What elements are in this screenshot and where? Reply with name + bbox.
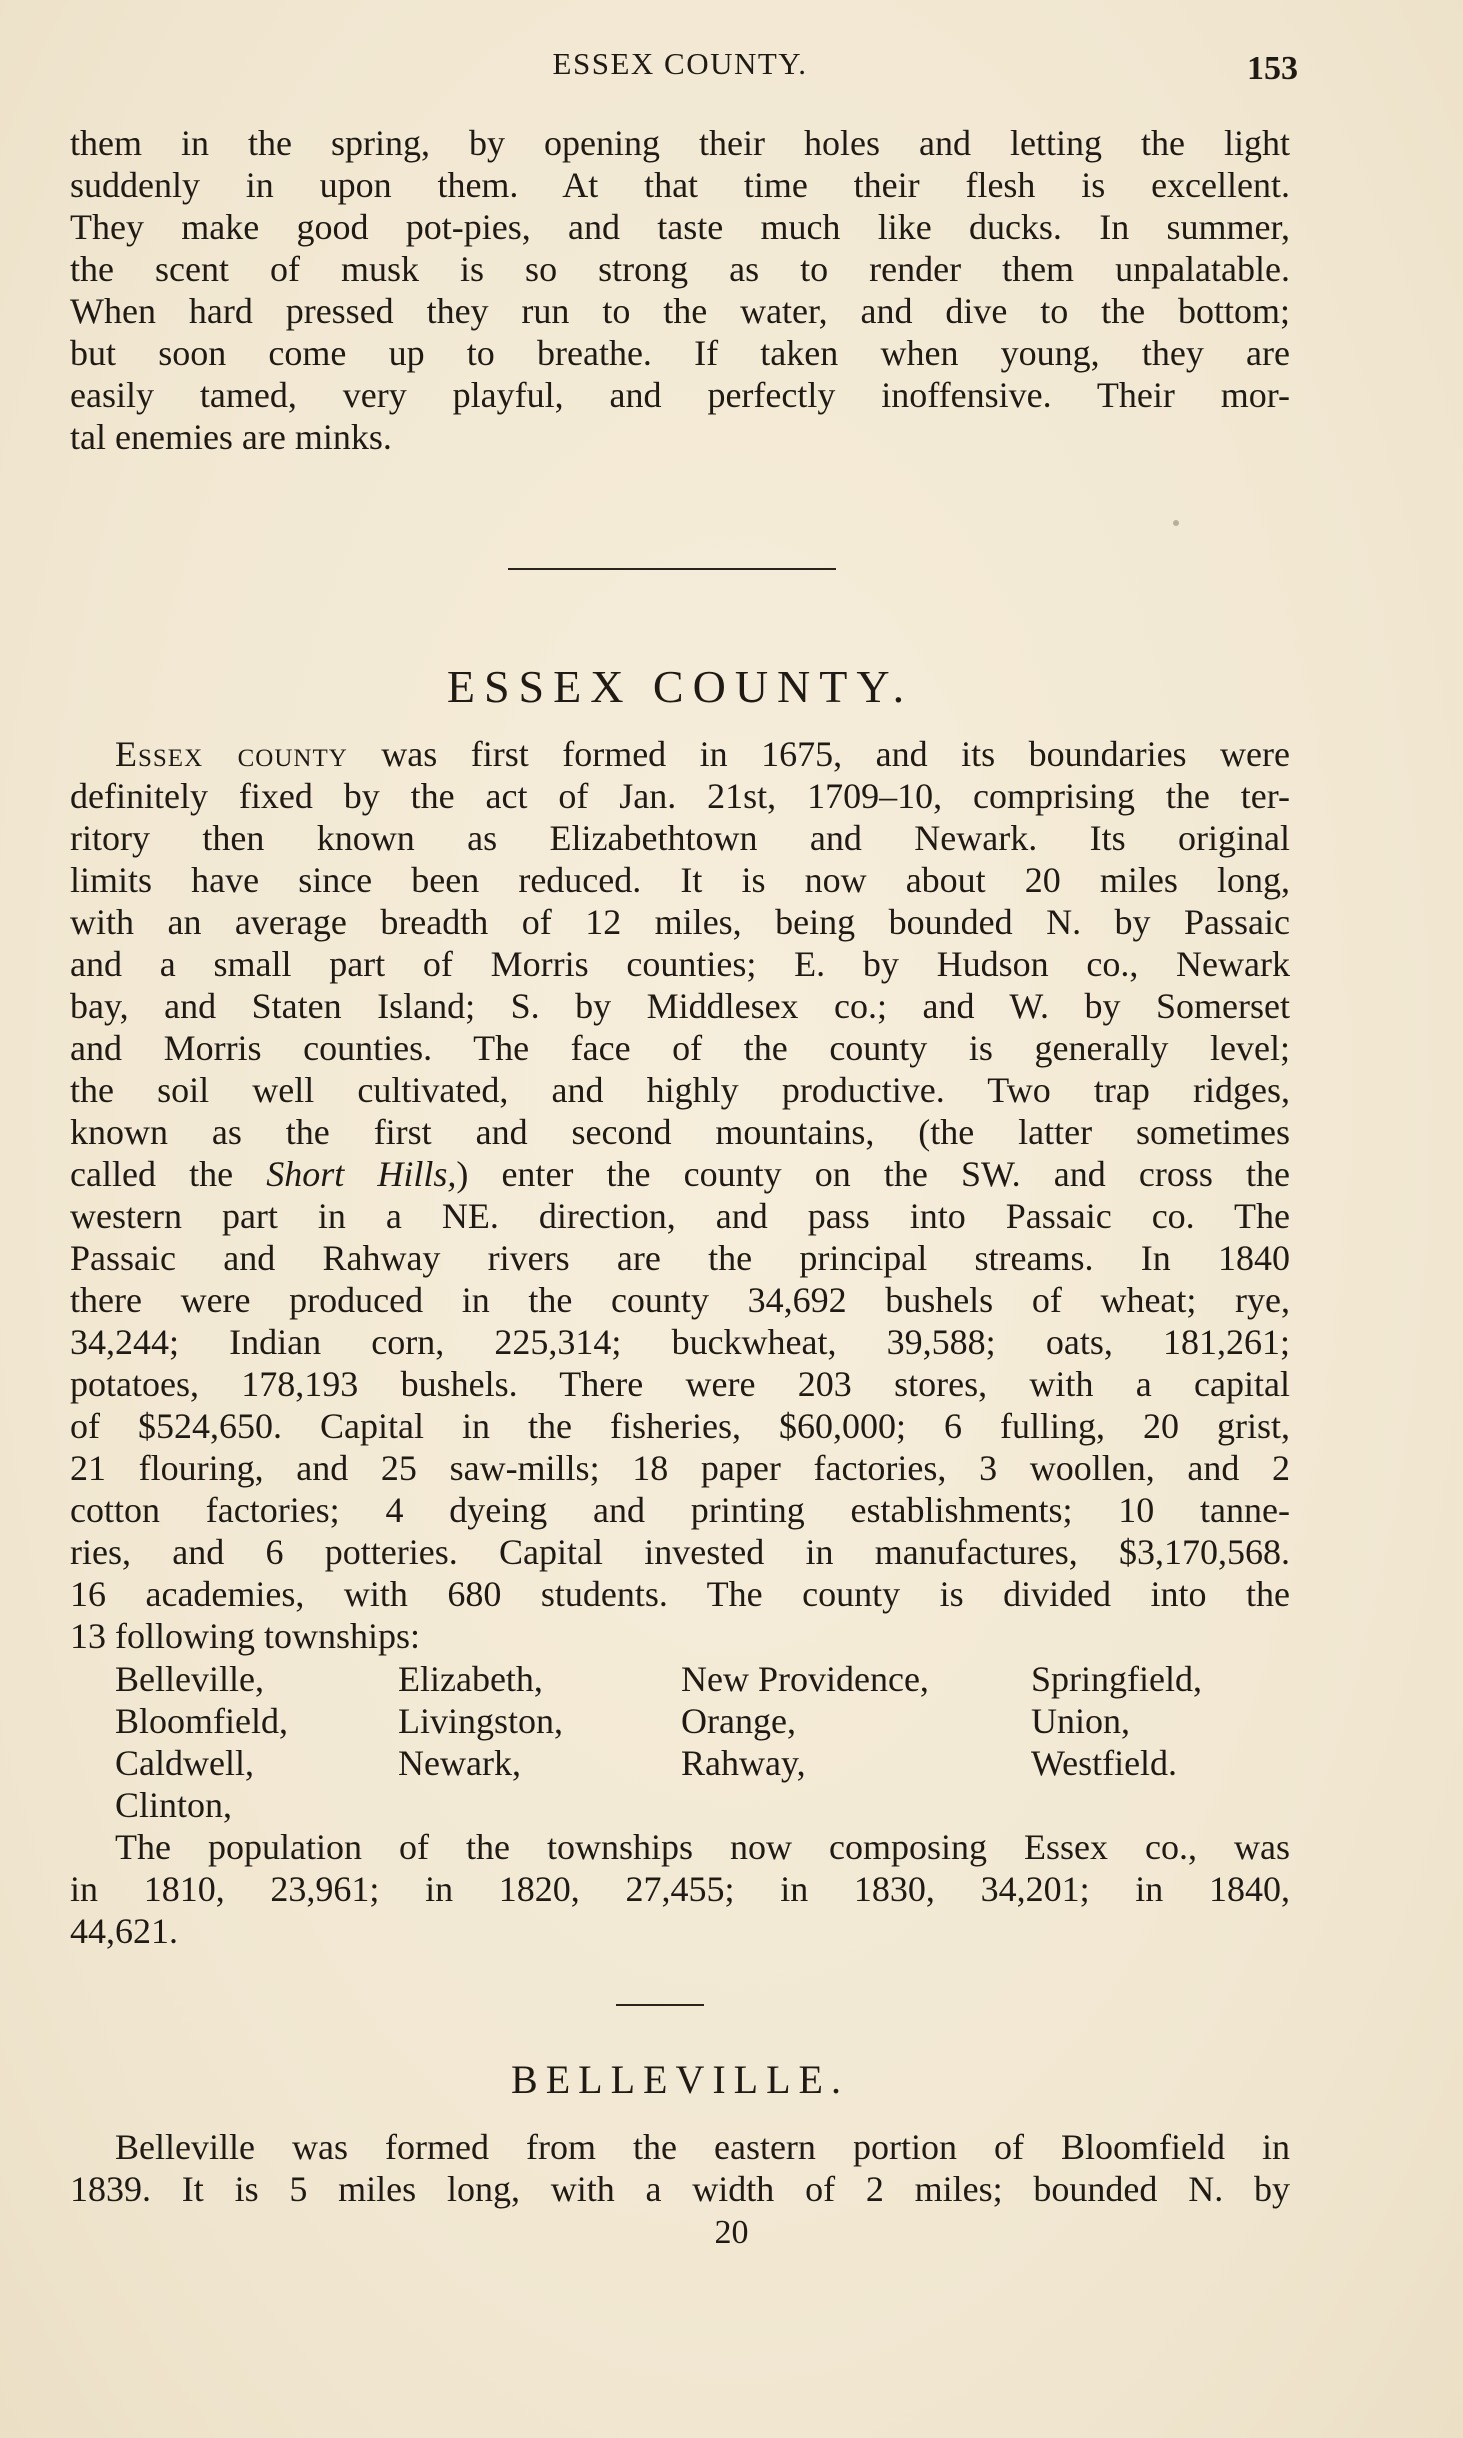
township-item: Orange, — [681, 1701, 796, 1741]
text-line: 21 flouring, and 25 saw-mills; 18 paper factories, 3 woollen, and 2 — [70, 1448, 1290, 1488]
text-line: the scent of musk is so strong as to render them unpalatable. — [70, 249, 1290, 289]
township-item: Livingston, — [398, 1701, 564, 1741]
township-item: New Providence, — [681, 1659, 929, 1699]
township-item: Elizabeth, — [398, 1659, 543, 1699]
short-hills-italic: Short Hills, — [266, 1154, 457, 1194]
text-line: tal enemies are minks. — [70, 417, 392, 457]
lead-small-caps: Essex county — [115, 734, 348, 774]
text-line: there were produced in the county 34,692 bushels of wheat; rye, — [70, 1280, 1290, 1320]
text-line: 34,244; Indian corn, 225,314; buckwheat, 39,588; oats, 181,261; — [70, 1322, 1290, 1362]
page-header — [70, 40, 1298, 90]
text-line: of $524,650. Capital in the fisheries, $60,000; 6 fulling, 20 grist, — [70, 1406, 1290, 1446]
text-line: The population of the townships now composing Essex co., was — [115, 1827, 1290, 1867]
township-item: Springfield, — [1031, 1659, 1202, 1699]
text-line: in 1810, 23,961; in 1820, 27,455; in 1830, 34,201; in 1840, — [70, 1869, 1290, 1909]
townships-list — [115, 1658, 1275, 1826]
text-line: Passaic and Rahway rivers are the principal streams. In 1840 — [70, 1238, 1290, 1278]
essex-county-heading: ESSEX COUNTY. — [446, 661, 914, 712]
text-line: easily tamed, very playful, and perfectly inoffensive. Their mor- — [70, 375, 1290, 415]
text-line: with an average breadth of 12 miles, being bounded N. by Passaic — [70, 902, 1290, 942]
line-start: called the — [70, 1154, 267, 1194]
text-line: 44,621. — [70, 1911, 178, 1951]
text-line: potatoes, 178,193 bushels. There were 203 stores, with a capital — [70, 1364, 1290, 1404]
text-line — [70, 733, 1290, 775]
text-line: limits have since been reduced. It is now about 20 miles long, — [70, 860, 1290, 900]
signature-mark: 20 — [714, 2214, 749, 2251]
text-line: When hard pressed they run to the water, and dive to the bottom; — [70, 291, 1290, 331]
essex-county-paragraph — [70, 733, 1290, 1657]
line-end: ) enter the county on the SW. and cross the — [456, 1154, 1290, 1194]
population-paragraph — [70, 1826, 1290, 1952]
text-line: 16 academies, with 680 students. The county is divided into the — [70, 1574, 1290, 1614]
belleville-paragraph — [70, 2126, 1290, 2210]
township-item: Bloomfield, — [115, 1701, 288, 1741]
township-item: Caldwell, — [115, 1743, 254, 1783]
text-line: bay, and Staten Island; S. by Middlesex co.; and W. by Somerset — [70, 986, 1290, 1026]
text-line: definitely fixed by the act of Jan. 21st, 1709–10, comprising the ter- — [70, 776, 1290, 816]
text-line — [70, 1153, 1290, 1195]
text-line: and Morris counties. The face of the county is generally level; — [70, 1028, 1290, 1068]
page-number: 153 — [1247, 50, 1298, 87]
line-rest: was first formed in 1675, and its boundaries were — [347, 734, 1290, 774]
belleville-heading: BELLEVILLE. — [511, 2057, 849, 2102]
running-head: ESSEX COUNTY. — [552, 46, 808, 81]
text-line: western part in a NE. direction, and pass into Passaic co. The — [70, 1196, 1290, 1236]
text-line: ritory then known as Elizabethtown and Newark. Its original — [70, 818, 1290, 858]
text-line: 13 following townships: — [70, 1616, 421, 1656]
section-divider — [508, 568, 836, 570]
text-line: but soon come up to breathe. If taken when young, they are — [70, 333, 1290, 373]
text-line: the soil well cultivated, and highly productive. Two trap ridges, — [70, 1070, 1290, 1110]
township-item: Newark, — [398, 1743, 521, 1783]
text-line: them in the spring, by opening their holes and letting the light — [70, 123, 1290, 163]
text-line: They make good pot-pies, and taste much like ducks. In summer, — [70, 207, 1290, 247]
text-line: known as the first and second mountains, (the latter sometimes — [70, 1112, 1290, 1152]
text-line: 1839. It is 5 miles long, with a width of 2 miles; bounded N. by — [70, 2169, 1290, 2209]
text-line: Belleville was formed from the eastern portion of Bloomfield in — [115, 2127, 1290, 2167]
township-item: Clinton, — [115, 1785, 233, 1825]
continuation-paragraph — [70, 122, 1290, 458]
township-item: Westfield. — [1031, 1743, 1178, 1783]
text-line: suddenly in upon them. At that time their flesh is excellent. — [70, 165, 1290, 205]
text-line: ries, and 6 potteries. Capital invested in manufactures, $3,170,568. — [70, 1532, 1290, 1572]
section-divider — [616, 2004, 704, 2006]
text-line: and a small part of Morris counties; E. by Hudson co., Newark — [70, 944, 1290, 984]
township-item: Union, — [1031, 1701, 1130, 1741]
text-line: cotton factories; 4 dyeing and printing establishments; 10 tanne- — [70, 1490, 1290, 1530]
township-item: Rahway, — [681, 1743, 806, 1783]
township-item: Belleville, — [115, 1659, 264, 1699]
paper-speck — [1173, 520, 1179, 526]
